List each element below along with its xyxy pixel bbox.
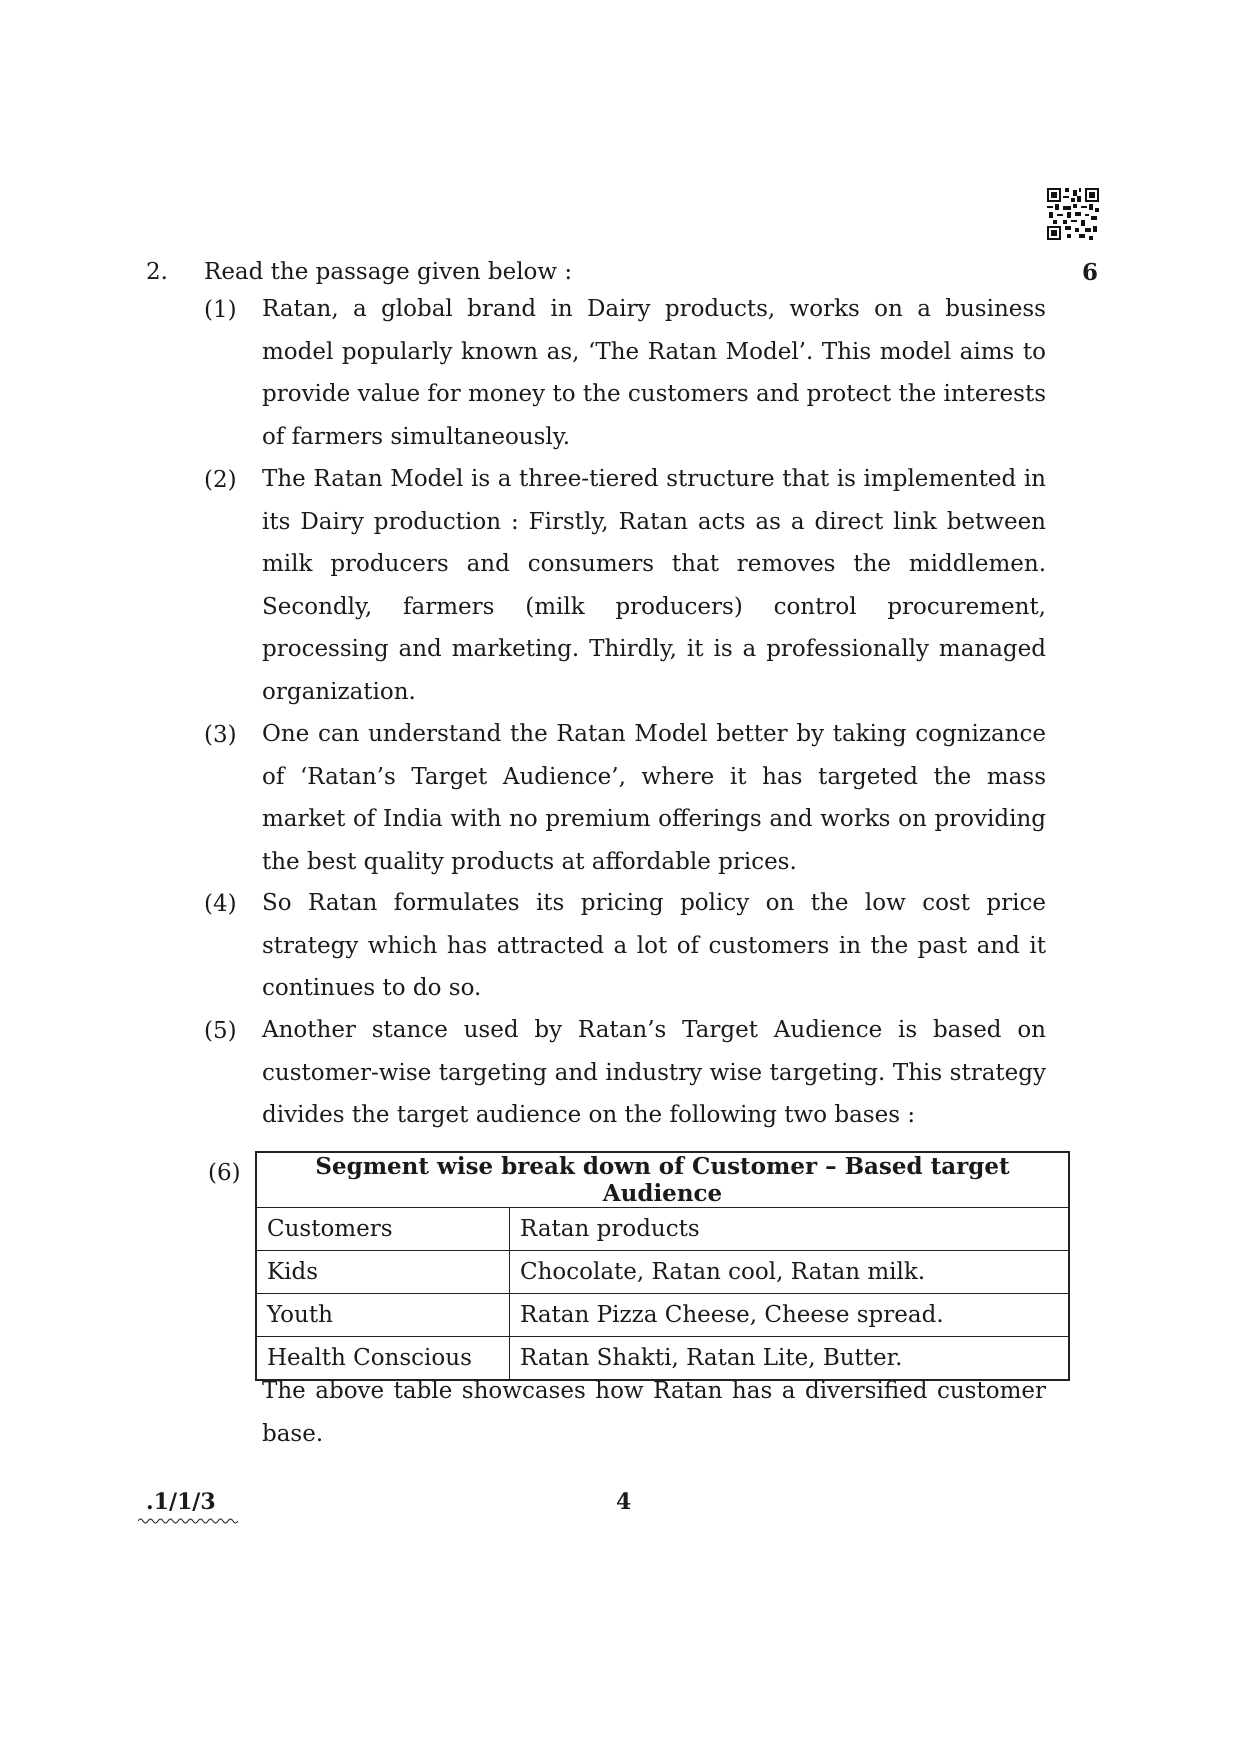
page-number: 4: [616, 1489, 632, 1515]
table-cell: Ratan products: [510, 1208, 1070, 1251]
table-number: (6): [208, 1160, 241, 1186]
table-cell: Ratan Pizza Cheese, Cheese spread.: [510, 1294, 1070, 1337]
question-marks: 6: [1082, 259, 1099, 286]
question-prompt: Read the passage given below :: [204, 259, 573, 285]
table-cell: Chocolate, Ratan cool, Ratan milk.: [510, 1251, 1070, 1294]
table-cell: Youth: [256, 1294, 510, 1337]
paragraph-5-number: (5): [204, 1018, 237, 1044]
table-cell: Kids: [256, 1251, 510, 1294]
question-number: 2.: [146, 259, 168, 285]
paragraph-4-text: So Ratan formulates its pricing policy on the low cost price strategy which has attracted a lot of customers in the past and it continues to do so.: [262, 890, 1046, 1001]
paragraph-1-text: Ratan, a global brand in Dairy products, works on a business model popularly known as, ‘The Ratan Model’. This model aims to provide value for money to the customers and protect the interests of farmers simultaneously.: [262, 296, 1046, 450]
customer-segment-table: [255, 1151, 1070, 1381]
paragraph-5-text: Another stance used by Ratan’s Target Audience is based on customer-wise targeting and industry wise targeting. This strategy divides the target audience on the following two bases :: [262, 1017, 1046, 1128]
wavy-underline: [138, 1517, 238, 1525]
table-row: [256, 1251, 1069, 1294]
qr-code-icon: [1047, 188, 1099, 240]
table-row: [256, 1208, 1069, 1251]
table-cell: Ratan Shakti, Ratan Lite, Butter.: [510, 1337, 1070, 1381]
paragraph-3-number: (3): [204, 722, 237, 748]
table-caption: The above table showcases how Ratan has a diversified customer base.: [262, 1378, 1046, 1447]
table-cell: Customers: [256, 1208, 510, 1251]
table-row: [256, 1294, 1069, 1337]
paragraph-2-number: (2): [204, 467, 237, 493]
table-header-row: [256, 1152, 1069, 1208]
paragraph-2-text: The Ratan Model is a three-tiered structure that is implemented in its Dairy production : Firstly, Ratan acts as a direct link between milk producers and consumers that removes the middlemen. Secondly, farmers (milk producers) control procurement, processing and marketing. Thirdly, it is a professionally managed organization.: [262, 466, 1046, 705]
paragraph-3-text: One can understand the Ratan Model better by taking cognizance of ‘Ratan’s Target Audience’, where it has targeted the mass market of India with no premium offerings and works on providing the best quality products at affordable prices.: [262, 721, 1046, 875]
table-cell: Health Conscious: [256, 1337, 510, 1381]
table-title: Segment wise break down of Customer – Based target Audience: [256, 1152, 1069, 1208]
paper-code: .1/1/3: [146, 1489, 216, 1515]
paragraph-1-number: (1): [204, 297, 237, 323]
paragraph-4-number: (4): [204, 891, 237, 917]
